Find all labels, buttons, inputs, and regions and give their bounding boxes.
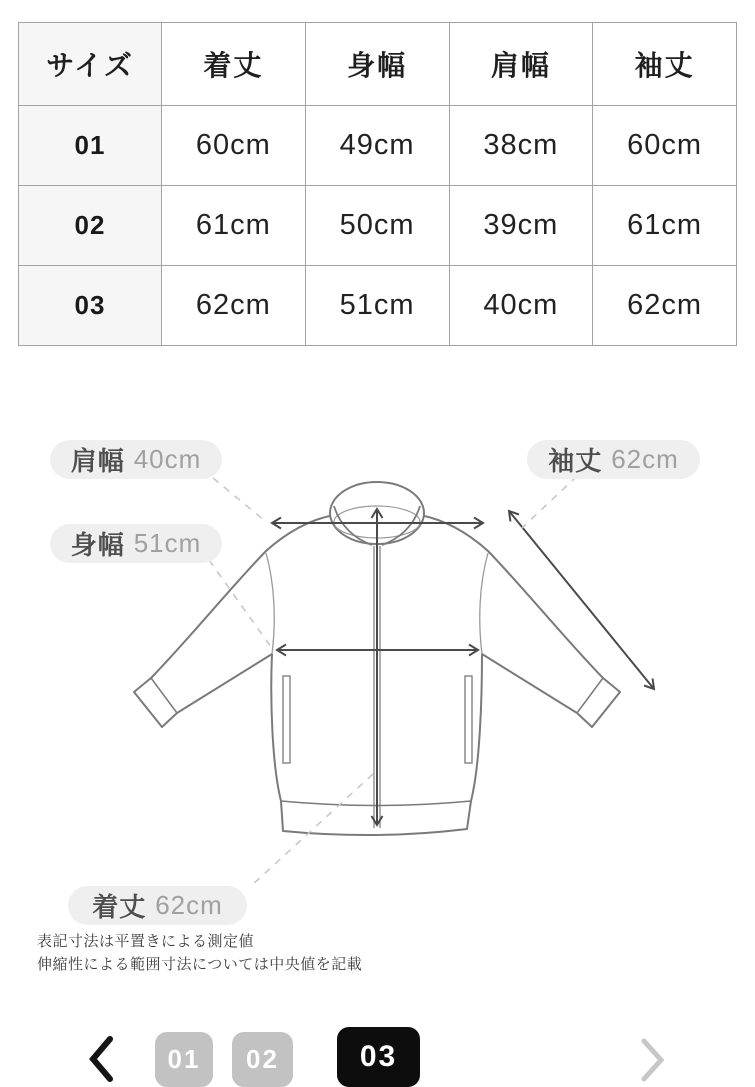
cell-length: 61cm [162, 186, 306, 266]
chevron-right-icon[interactable] [638, 1037, 668, 1086]
size-tab-03-selected[interactable]: 03 [337, 1027, 420, 1087]
measure-value: 62cm [155, 890, 223, 920]
row-label: 01 [19, 106, 162, 186]
measure-name: 着丈 [92, 892, 147, 922]
cell-length: 60cm [162, 106, 306, 186]
row-label: 03 [19, 266, 162, 346]
measure-value: 62cm [611, 444, 679, 474]
measure-label-sleeve-length [527, 440, 700, 479]
measure-name: 袖丈 [548, 446, 603, 476]
note-line-1: 表記寸法は平置きによる測定値 [37, 933, 255, 950]
cell-length: 62cm [162, 266, 306, 346]
cell-shoulder: 38cm [449, 106, 593, 186]
cell-width: 49cm [305, 106, 449, 186]
col-header-width: 身幅 [305, 23, 449, 106]
connector-shoulder [213, 478, 265, 521]
jacket-pocket-right [465, 676, 472, 763]
jacket-illustration [0, 430, 755, 930]
jacket-pocket-left [283, 676, 290, 763]
size-pagination [0, 1020, 755, 1080]
size-table [18, 22, 737, 346]
col-header-length: 着丈 [162, 23, 306, 106]
table-row-size-03 [19, 266, 737, 346]
table-row-size-02 [19, 186, 737, 266]
connector-sleeve [522, 476, 577, 528]
cell-shoulder: 39cm [449, 186, 593, 266]
measure-label-body-width [50, 524, 222, 563]
cell-sleeve: 61cm [593, 186, 737, 266]
size-tab-02[interactable]: 02 [232, 1032, 293, 1087]
cell-sleeve: 62cm [593, 266, 737, 346]
measure-value: 51cm [133, 528, 202, 558]
measure-value: 40cm [133, 444, 202, 474]
measure-label-body-length [68, 886, 247, 925]
table-row-size-01 [19, 106, 737, 186]
measure-label-shoulder-width [50, 440, 222, 479]
row-label: 02 [19, 186, 162, 266]
col-header-sleeve: 袖丈 [593, 23, 737, 106]
col-header-shoulder: 肩幅 [449, 23, 593, 106]
measure-name: 身幅 [70, 530, 125, 560]
measure-name: 肩幅 [70, 446, 125, 476]
cell-shoulder: 40cm [449, 266, 593, 346]
cell-width: 51cm [305, 266, 449, 346]
measurement-notes [37, 930, 362, 976]
col-header-size: サイズ [19, 23, 162, 106]
table-header-row [19, 23, 737, 106]
chevron-left-icon[interactable] [84, 1034, 118, 1087]
size-tab-01[interactable]: 01 [155, 1032, 213, 1087]
jacket-measurement-diagram [0, 430, 755, 930]
cell-width: 50cm [305, 186, 449, 266]
note-line-2: 伸縮性による範囲寸法については中央値を記載 [37, 956, 363, 973]
cell-sleeve: 60cm [593, 106, 737, 186]
